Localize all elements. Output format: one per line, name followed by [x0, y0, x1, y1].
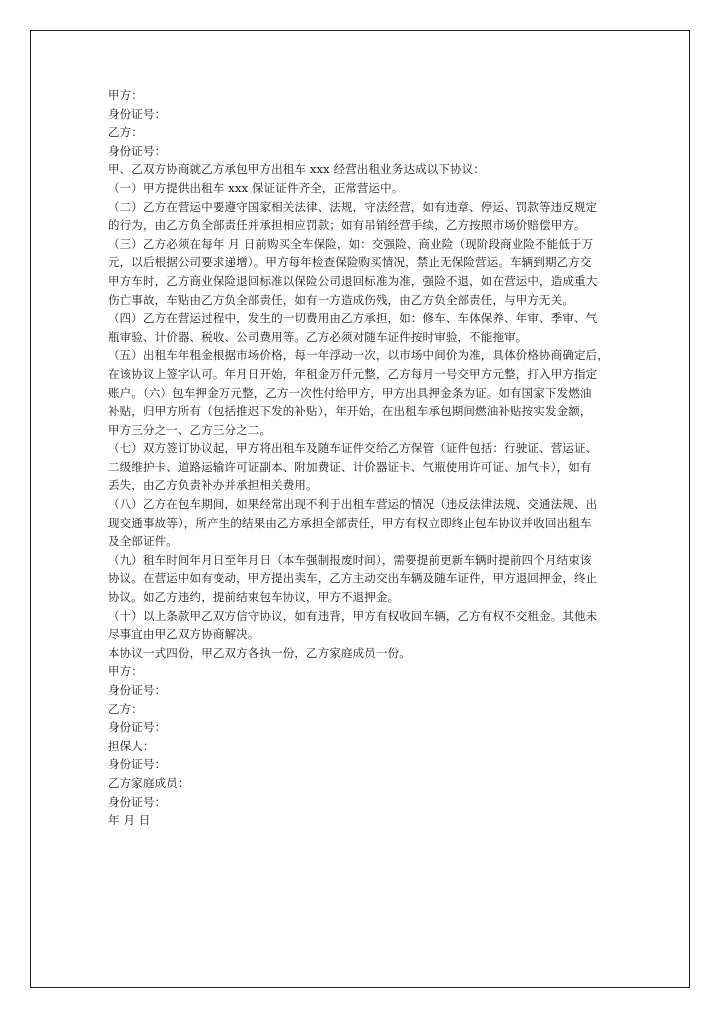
contract-line: 年 月 日 [108, 813, 151, 828]
contract-line: 身份证号： [108, 143, 167, 158]
contract-line: 协议。如乙方违约，提前结束包车协议，甲方不退押金。 [108, 590, 400, 605]
contract-line: 的行为，由乙方负全部责任并承担相应罚款；如有吊销经营手续，乙方按照市场价赔偿甲方。 [108, 218, 586, 233]
contract-line: 现交通事故等），所产生的结果由乙方承担全部责任，甲方有权立即终止包车协议并收回出租车 [108, 515, 592, 530]
contract-line: 元，以后根据公司要求递增）。甲方每年检查保险购买情况，禁止无保险营运。车辆到期乙方交 [108, 255, 592, 270]
contract-line: 补贴，归甲方所有（包括推迟下发的补贴），年开始，在出租车承包期间燃油补贴按实发金额， [108, 404, 592, 419]
contract-line: 担保人： [108, 738, 155, 753]
contract-line: 协议。在营运中如有变动，甲方提出卖车，乙方主动交出车辆及随车证件，甲方退回押金，终止 [108, 571, 598, 586]
contract-line: 账户。（六）包车押金万元整，乙方一次性付给甲方，甲方出具押金条为证。如有国家下发燃油 [108, 385, 592, 400]
contract-line: 甲方车时，乙方商业保险退回标准以保险公司退回标准为准，强险不退，如在营运中，造成重大 [108, 273, 598, 288]
contract-line: 乙方家庭成员： [108, 775, 190, 790]
contract-line: （八）乙方在包车期间，如果经常出现不利于出租车营运的情况（违反法律法规、交通法规、出 [108, 497, 598, 512]
contract-line: 甲、乙双方协商就乙方承包甲方出租车 xxx 经营出租业务达成以下协议： [108, 162, 486, 177]
contract-line: 甲方三分之一、乙方三分之二。 [108, 422, 272, 437]
contract-line: （七）双方签订协议起，甲方将出租车及随车证件交给乙方保管（证件包括：行驶证、营运证、 [108, 441, 598, 456]
contract-line: 身份证号： [108, 794, 167, 809]
contract-line: 身份证号： [108, 106, 167, 121]
contract-line: （四）乙方在营运过程中，发生的一切费用由乙方承担，如：修车、车体保养、年审、季审、气 [108, 311, 598, 326]
contract-line: 乙方： [108, 701, 143, 716]
contract-line: 身份证号： [108, 683, 167, 697]
contract-line: 本协议一式四份，甲乙双方各执一份，乙方家庭成员一份。 [108, 645, 411, 660]
contract-line: 乙方： [108, 125, 143, 140]
contract-line: 二级维护卡、道路运输许可证副本、附加费证、计价器证卡、气瓶使用许可证、加气卡），如有 [108, 459, 592, 474]
contract-line: 甲方： [108, 88, 143, 102]
contract-line: 在该协议上签字认可。年月日开始，年租金万仟元整，乙方每月一号交甲方元整，打入甲方指定 [108, 366, 598, 381]
contract-line: （二）乙方在营运中要遵守国家相关法律、法规，守法经营，如有违章、停运、罚款等违反规定 [108, 199, 598, 214]
contract-line: （三）乙方必须在每年 月 日前购买全车保险，如：交强险、商业险（现阶段商业险不能低于万 [108, 236, 594, 251]
contract-line: （十）以上条款甲乙双方信守协议，如有违背，甲方有权收回车辆，乙方有权不交租金。其他未 [108, 608, 598, 623]
contract-line: （一）甲方提供出租车 xxx 保证证件齐全，正常营运中。 [108, 180, 404, 195]
contract-line: 及全部证件。 [108, 534, 178, 549]
contract-line: 丢失，由乙方负责补办并承担相关费用。 [108, 478, 318, 493]
contract-line: （九）租车时间年月日至年月日（本车强制报废时间），需要提前更新车辆时提前四个月结束该 [108, 552, 592, 567]
contract-line: 甲方： [108, 664, 143, 679]
contract-line: 身份证号： [108, 720, 167, 735]
contract-line: 瓶审验、计价器、税收、公司费用等。乙方必须对随车证件按时审验，不能拖审。 [108, 329, 528, 344]
contract-body [108, 86, 640, 830]
contract-line: 尽事宜由甲乙双方协商解决。 [108, 627, 260, 642]
contract-line: 身份证号： [108, 757, 167, 772]
contract-line: （五）出租车年租金根据市场价格，每一年浮动一次，以市场中间价为准，具体价格协商确定后， [108, 348, 609, 363]
contract-line: 伤亡事故，车贴由乙方负全部责任，如有一方造成伤残，由乙方负全部责任，与甲方无关。 [108, 292, 574, 307]
